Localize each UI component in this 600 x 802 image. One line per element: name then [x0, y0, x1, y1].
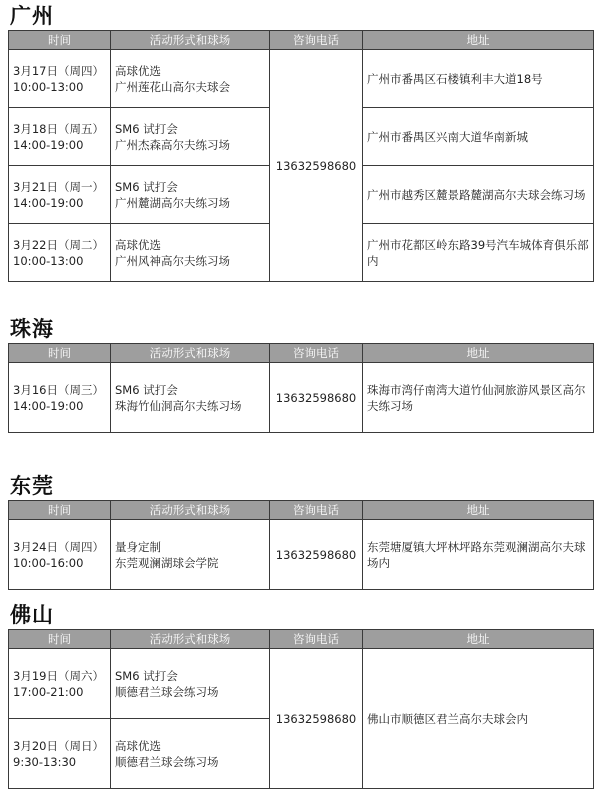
- header-activity: 活动形式和球场: [111, 31, 270, 50]
- table-header-row: [9, 31, 594, 50]
- table-header-row: [9, 630, 594, 649]
- time-cell: [9, 50, 111, 108]
- hours-text: 14:00-19:00: [13, 137, 84, 152]
- venue-text: 顺德君兰球会练习场: [115, 684, 219, 699]
- header-time: 时间: [9, 630, 111, 649]
- hours-text: 10:00-16:00: [13, 555, 84, 570]
- activity-type: SM6 试打会: [115, 668, 178, 683]
- phone-cell: 13632598680: [270, 649, 363, 789]
- header-activity: 活动形式和球场: [111, 630, 270, 649]
- date-text: 3月20日（周日）: [13, 738, 104, 753]
- hours-text: 10:00-13:00: [13, 79, 84, 94]
- table-row: [9, 649, 594, 719]
- activity-cell: [111, 50, 270, 108]
- venue-text: 广州风神高尔夫练习场: [115, 253, 230, 268]
- activity-type: 量身定制: [115, 539, 161, 554]
- header-phone: 咨询电话: [270, 501, 363, 520]
- venue-text: 东莞观澜湖球会学院: [115, 555, 219, 570]
- activity-cell: [111, 166, 270, 224]
- address-text: 广州市番禺区石楼镇利丰大道18号: [367, 71, 543, 86]
- table-row: [9, 363, 594, 433]
- activity-cell: [111, 649, 270, 719]
- header-activity: 活动形式和球场: [111, 501, 270, 520]
- header-address: 地址: [363, 630, 594, 649]
- activity-type: 高球优选: [115, 63, 161, 78]
- date-text: 3月16日（周三）: [13, 382, 104, 397]
- venue-text: 广州莲花山高尔夫球会: [115, 79, 230, 94]
- header-address: 地址: [363, 31, 594, 50]
- schedule-table-dongguan: [8, 500, 594, 590]
- table-row: [9, 520, 594, 590]
- address-cell: [363, 166, 594, 224]
- header-time: 时间: [9, 31, 111, 50]
- address-text: 珠海市湾仔南湾大道竹仙洞旅游风景区高尔夫练习场: [367, 382, 586, 413]
- header-phone: 咨询电话: [270, 344, 363, 363]
- schedule-table-zhuhai: [8, 343, 594, 433]
- time-cell: [9, 166, 111, 224]
- date-text: 3月22日（周二）: [13, 237, 104, 252]
- venue-text: 珠海竹仙洞高尔夫练习场: [115, 398, 242, 413]
- venue-text: 顺德君兰球会练习场: [115, 754, 219, 769]
- city-title-dongguan: 东莞: [10, 474, 54, 498]
- address-cell: [363, 224, 594, 282]
- address-cell: [363, 520, 594, 590]
- time-cell: [9, 363, 111, 433]
- activity-cell: [111, 363, 270, 433]
- date-text: 3月18日（周五）: [13, 121, 104, 136]
- header-address: 地址: [363, 501, 594, 520]
- address-text: 广州市花都区岭东路39号汽车城体育俱乐部内: [367, 237, 589, 268]
- activity-type: SM6 试打会: [115, 179, 178, 194]
- time-cell: [9, 520, 111, 590]
- city-title-foshan: 佛山: [10, 603, 54, 627]
- activity-cell: [111, 520, 270, 590]
- table-header-row: [9, 501, 594, 520]
- header-phone: 咨询电话: [270, 630, 363, 649]
- schedule-table-guangzhou: [8, 30, 594, 282]
- schedule-table-foshan: [8, 629, 594, 789]
- hours-text: 14:00-19:00: [13, 398, 84, 413]
- time-cell: [9, 224, 111, 282]
- phone-cell: 13632598680: [270, 363, 363, 433]
- address-text: 广州市番禺区兴南大道华南新城: [367, 129, 528, 144]
- activity-cell: [111, 224, 270, 282]
- address-cell: [363, 363, 594, 433]
- address-text: 佛山市顺德区君兰高尔夫球会内: [367, 711, 528, 726]
- city-title-zhuhai: 珠海: [10, 317, 54, 341]
- header-activity: 活动形式和球场: [111, 344, 270, 363]
- date-text: 3月19日（周六）: [13, 668, 104, 683]
- city-title-guangzhou: 广州: [10, 4, 54, 28]
- address-cell: [363, 649, 594, 789]
- activity-type: 高球优选: [115, 738, 161, 753]
- time-cell: [9, 719, 111, 789]
- date-text: 3月17日（周四）: [13, 63, 104, 78]
- address-text: 东莞塘厦镇大坪林坪路东莞观澜湖高尔夫球场内: [367, 539, 586, 570]
- address-cell: [363, 50, 594, 108]
- time-cell: [9, 649, 111, 719]
- time-cell: [9, 108, 111, 166]
- hours-text: 17:00-21:00: [13, 684, 84, 699]
- date-text: 3月24日（周四）: [13, 539, 104, 554]
- activity-cell: [111, 108, 270, 166]
- venue-text: 广州麓湖高尔夫练习场: [115, 195, 230, 210]
- hours-text: 14:00-19:00: [13, 195, 84, 210]
- activity-cell: [111, 719, 270, 789]
- hours-text: 10:00-13:00: [13, 253, 84, 268]
- table-header-row: [9, 344, 594, 363]
- header-time: 时间: [9, 501, 111, 520]
- phone-cell: 13632598680: [270, 520, 363, 590]
- header-phone: 咨询电话: [270, 31, 363, 50]
- venue-text: 广州杰森高尔夫练习场: [115, 137, 230, 152]
- address-cell: [363, 108, 594, 166]
- table-row: [9, 50, 594, 108]
- header-address: 地址: [363, 344, 594, 363]
- phone-cell: 13632598680: [270, 50, 363, 282]
- date-text: 3月21日（周一）: [13, 179, 104, 194]
- address-text: 广州市越秀区麓景路麓湖高尔夫球会练习场: [367, 187, 586, 202]
- activity-type: SM6 试打会: [115, 121, 178, 136]
- header-time: 时间: [9, 344, 111, 363]
- activity-type: SM6 试打会: [115, 382, 178, 397]
- activity-type: 高球优选: [115, 237, 161, 252]
- hours-text: 9:30-13:30: [13, 754, 77, 769]
